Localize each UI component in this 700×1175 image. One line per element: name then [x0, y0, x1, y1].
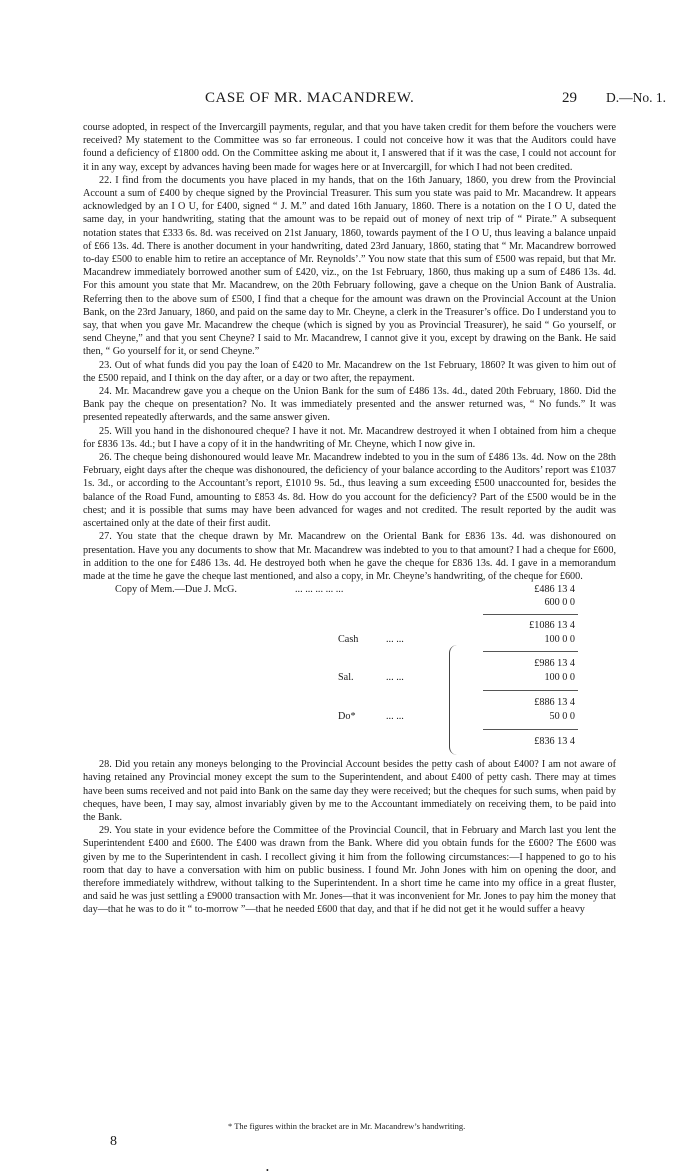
memo-amount-4: 100 0 0: [544, 634, 575, 646]
memo-sum-rule: [483, 690, 578, 691]
memo-title: Copy of Mem.—Due J. McG.: [115, 584, 237, 596]
stray-mark: •: [266, 1166, 269, 1175]
paragraph-23: 23. Out of what funds did you pay the loan of £420 to Mr. Macandrew on the 1st February, 1860? It was given to him out of the £500 repaid, and I think on the day after, or a day or two after, the repayment.: [83, 359, 616, 384]
header-page-number: 29: [562, 90, 577, 106]
header-reference: D.—No. 1.: [606, 90, 666, 105]
memo-amount-7: £886 13 4: [534, 697, 575, 709]
memo-label-sal: Sal.: [338, 672, 354, 684]
memo-sum-rule: [483, 614, 578, 615]
memo-amount-3: £1086 13 4: [529, 620, 575, 632]
memo-amount-1: £486 13 4: [534, 584, 575, 596]
memorandum-table: [83, 583, 616, 798]
memo-amount-8: 50 0 0: [549, 711, 575, 723]
paragraph-29: 29. You state in your evidence before the Committee of the Provincial Council, that in February and March last you lent the Superintendent £400 and £600. The £400 was drawn from the Bank. Where did you obtain funds for the £600? The £600 was given by me to the Superintendent in cash. I recollect giving it him from the following circumstances:—I happened to go to his room that day to have a conversation with him on public business. I found Mr. John Jones with him on opening the door, and therefore immediately withdrew, without talking to the Superintendent. In a short time he came into my office in a great fluster, and said he was just settling a £9000 transaction with Mr. Jones—that it was inconvenient for Mr. Jones to pay him the money that day—that he was to do it “ to-morrow ”—that he needed £600 that day, and that if he did not get it he would suffer a heavy: [83, 825, 616, 916]
memo-amount-5: £986 13 4: [534, 658, 575, 670]
memo-amount-9: £836 13 4: [534, 736, 575, 748]
footnote: * The figures within the bracket are in Mr. Macandrew’s handwriting.: [228, 1121, 466, 1131]
memo-amount-6: 100 0 0: [544, 672, 575, 684]
memo-leader-sal: ... ...: [386, 672, 404, 684]
paragraph-28: 28. Did you retain any moneys belonging to the Provincial Account besides the petty cash of about £400? I am not aware of having retained any Provincial money except the sum to the Superintendent, and about £400 of petty cash. There may at times have been sums received and not paid into Bank on the same day they were received; but the cheques for such sums, when paid by cheques, have been, I may say, almost invariably given by me to the Accountant immediately on receiving them, to be paid into the Bank.: [83, 759, 616, 823]
sheet-number: 8: [110, 1134, 117, 1149]
running-header: [0, 90, 700, 110]
memo-sum-rule: [483, 729, 578, 730]
memo-leader-do: ... ...: [386, 711, 404, 723]
paragraph-24: 24. Mr. Macandrew gave you a cheque on the Union Bank for the sum of £486 13s. 4d., dated 20th February, 1860. Did the Bank pay the cheque on presentation? No. It was immediately presented and the answer returned was, “ No funds.” It was presented repeatedly afterwards, and the same answer given.: [83, 386, 616, 424]
paragraph-27: 27. You state that the cheque drawn by Mr. Macandrew on the Oriental Bank for £836 13s. 4d. was dishonoured on presentation. Have you any documents to show that Mr. Macandrew was indebted to you to that amount? I had a cheque for £600, in addition to the one for £486 13s. 4d. He destroyed both when he gave the cheque for £836 13s. 4d. I gave in a memorandum made at the time he gave the cheque last mentioned, and also a copy, in Mr. Cheyne’s handwriting, of the cheque for £600.: [83, 531, 616, 582]
memo-label-do: Do*: [338, 711, 356, 723]
memo-amount-2: 600 0 0: [544, 597, 575, 609]
body-text: [83, 121, 616, 917]
paragraph-25: 25. Will you hand in the dishonoured cheque? I have it not. Mr. Macandrew destroyed it when I obtained from him a cheque for £836 13s. 4d.; but I have a copy of it in the handwriting of Mr. Cheyne, which I now give in.: [83, 425, 616, 450]
memo-label-cash: Cash: [338, 634, 359, 646]
paragraph-26: 26. The cheque being dishonoured would leave Mr. Macandrew indebted to you in the sum of £486 13s. 4d. Now on the 28th February, eight days after the cheque was dishonoured, the deficiency of your balance according to the Auditors’ report was £1037 1s. 3d., or according to the Accountant’s report, £1010 9s. 5d., thus leaving a sum exceeding £500 unaccounted for, besides the balance of the Road Fund, amounting to £853 4s. 8d. How do you account for the deficiency? Part of the £500 would be in the chest; and it is possible that sums may have been advanced for wages and not credited. The result reported by the audit was ascertained only at the date of their first audit.: [83, 452, 616, 530]
paragraph-22: 22. I find from the documents you have placed in my hands, that on the 16th January, 1860, you drew from the Provincial Account a sum of £400 by cheque signed by the Provincial Treasurer. This sum you state was paid to Mr. Macandrew. It appears acknowledged by an I O U, for £400, signed “ J. M.” and dated 16th January, 1860. There is a notation on the I O U, dated the same day, in your handwriting, stating that the amount was to be repaid out of money of next trip of “ Pirate.” A subsequent notation states that £333 6s. 8d. was received on 21st January, 1860, towards payment of the I O U, thus leaving a balance unpaid of £66 13s. 4d. There is another document in your handwriting, dated 23rd January, 1860, stating that “ Mr. Macandrew borrowed to-day £500 to enable him to retire an acceptance of Mr. Reynolds’.” You now state that this sum of £500 was repaid, but that Mr. Macandrew immediately borrowed another sum of £420, viz., on the 1st February, 1860, thus making up a sum of £486 13s. 4d. For this amount you state that Mr. Macandrew, on the 20th February following, gave a cheque on the Union Bank of Australia. Referring then to the above sum of £500, I find that a cheque for the amount was drawn on the Provincial Account at the Union Bank, on the 23rd January, 1860, and paid on the same day to Mr. Cheyne, a clerk in the Treasurer’s office. Do I understand you to say, that when you gave Mr. Macandrew the cheque (which is signed by you as Provincial Treasurer), he said “ Go yourself, or send Cheyne,” and that you sent Cheyne? I said to Mr. Macandrew, I cannot give it you, except by drawing on the Bank. He said then, “ Go yourself for it, or send Cheyne.”: [83, 174, 616, 358]
memo-title-leader: ... ... ... ... ...: [295, 584, 344, 596]
memo-leader-cash: ... ...: [386, 634, 404, 646]
paragraph-21-continued: course adopted, in respect of the Invercargill payments, regular, and that you have taken credit for them before the vouchers were received? My statement to the Committee was so far erroneous. I could not conceive how it was that the Auditors could have found a deficiency of £1800 odd. On the Committee asking me about it, I answered that if it was the case, I could not account for it in any way, except by advances having been made for wages here or at Invercargill, for which I had not been credited.: [83, 122, 616, 173]
memo-sum-rule: [483, 651, 578, 652]
handwriting-bracket: [449, 645, 462, 755]
header-title: CASE OF MR. MACANDREW.: [205, 90, 415, 106]
